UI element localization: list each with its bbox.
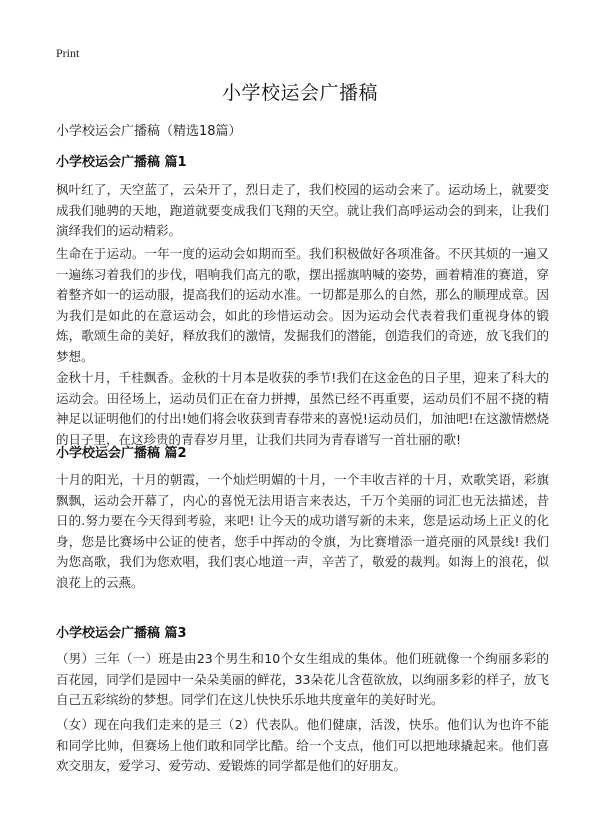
document-subtitle: 小学校运会广播稿（精选18篇） — [56, 124, 242, 139]
section-1-paragraph-2: 生命在于运动。一年一度的运动会如期而至。我们积极做好各项准备。不厌其烦的一遍又一遍练习着我们的步伐，唱响我们高亢的歌，摆出摇旗呐喊的姿势，画着精准的赛道，穿着整齐如一的运动服，提高我们的运动水准。一切都是那么的自然，那么的顺理成章。因为我们是如此的在意运动会，如此的珍惜运动会。因为运动会代表着我们重视身体的锻炼，歌颂生命的美好，释放我们的激情，发掘我们的潜能，创造我们的奇迹，放飞我们的梦想。 — [56, 246, 549, 364]
print-link[interactable]: Print — [56, 46, 80, 60]
section-heading-2: 小学校运会广播稿 篇2 — [56, 446, 187, 461]
section-1-paragraph-1: 枫叶红了，天空蓝了，云朵开了，烈日走了，我们校园的运动会来了。运动场上，就要变成我们驰骋的天地，跑道就要变成我们飞翔的天空。就让我们高呼运动会的到来，让我们演绎我们的运动精彩。 — [56, 182, 549, 238]
section-heading-1: 小学校运会广播稿 篇1 — [56, 155, 187, 170]
section-2-paragraph-1: 十月的阳光，十月的朝霞，一个灿烂明媚的十月，一个丰收吉祥的十月，欢歌笑语，彩旗飘飘，运动会开幕了，内心的喜悦无法用语言来表达，千万个美丽的词汇也无法描述，昔日的.努力要在今天得到考验，来吧! 让今天的成功谱写新的未来，您是运动场上正义的化身，您是比赛场中公证的使者，您手中挥动的令旗，为比赛增添一道亮丽的风景线! 我们为您高歌，我们为您欢唱，我们衷心地道一声，辛苦了，敬爱的裁判。如海上的浪花，似浪花上的云燕。 — [56, 472, 549, 590]
page-title: 小学校运会广播稿 — [221, 82, 378, 104]
section-heading-3: 小学校运会广播稿 篇3 — [56, 626, 187, 641]
section-3-paragraph-1: （男）三年（一）班是由23个男生和10个女生组成的集体。他们班就像一个绚丽多彩的百花园，同学们是园中一朵朵美丽的鲜花，33朵花儿含苞欲放，以绚丽多彩的样子，放飞自己五彩缤纷的梦想。同学们在这儿快快乐乐地共度童年的美好时光。 — [56, 651, 549, 707]
section-3-paragraph-2: （女）现在向我们走来的是三（2）代表队。他们健康，活泼，快乐。他们认为也许不能和同学比帅，但赛场上他们敢和同学比酷。给一个支点，他们可以把地球撬起来。他们喜欢交朋友，爱学习、爱劳动、爱锻炼的同学都是他们的好朋友。 — [56, 717, 549, 773]
section-1-paragraph-3: 金秋十月，千桂飘香。金秋的十月本是收获的季节!我们在这金色的日子里，迎来了科大的运动会。田径场上，运动员们正在奋力拼搏，虽然已经不再重要，运动员们不屈不挠的精神足以证明他们的付出!她们将会收获到青春带来的喜悦!运动员们，加油吧!在这激情燃烧的日子里，在这珍贵的青春岁月里，让我们共同为青春谱写一首壮丽的歌! — [56, 370, 549, 447]
